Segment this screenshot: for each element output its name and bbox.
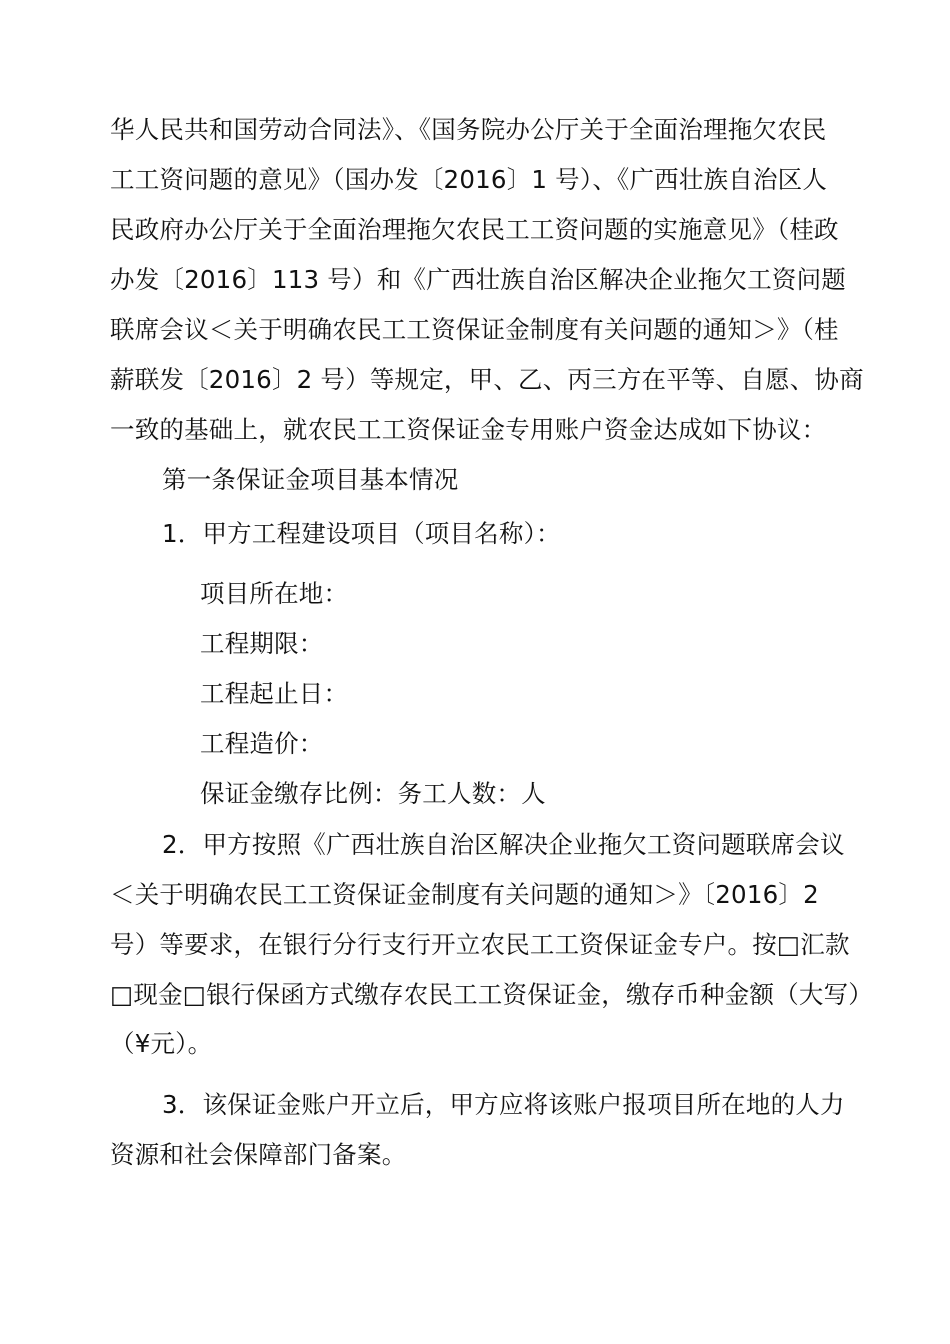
body-line-4: 办发〔2016〕113 号）和《广西壮族自治区解决企业拖欠工资问题 — [110, 265, 846, 294]
field-deposit-ratio-workers: 保证金缴存比例：务工人数：人 — [200, 779, 546, 808]
field-project-cost: 工程造价： — [200, 729, 324, 758]
item-3-line-2: 资源和社会保障部门备案。 — [110, 1140, 407, 1169]
item-2-line-4: □现金□银行保函方式缴存农民工工资保证金，缴存币种金额（大写） — [110, 980, 873, 1009]
body-line-1: 华人民共和国劳动合同法》、《国务院办公厅关于全面治理拖欠农民 — [110, 115, 827, 144]
body-line-5: 联席会议＜关于明确农民工工资保证金制度有关问题的通知＞》（桂 — [110, 315, 839, 344]
article-heading: 第一条保证金项目基本情况 — [162, 465, 459, 494]
body-line-7: 一致的基础上，就农民工工资保证金专用账户资金达成如下协议： — [110, 415, 827, 444]
item-2-line-1: 2．甲方按照《广西壮族自治区解决企业拖欠工资问题联席会议 — [162, 830, 845, 859]
item-1-heading: 1．甲方工程建设项目（项目名称）： — [162, 519, 561, 548]
item-2-line-2: ＜关于明确农民工工资保证金制度有关问题的通知＞》〔2016〕2 — [110, 880, 819, 909]
item-2-line-3: 号）等要求，在银行分行支行开立农民工工资保证金专户。按□汇款 — [110, 930, 850, 959]
body-line-6: 薪联发〔2016〕2 号）等规定，甲、乙、丙三方在平等、自愿、协商 — [110, 365, 864, 394]
item-3-line-1: 3．该保证金账户开立后，甲方应将该账户报项目所在地的人力 — [162, 1090, 845, 1119]
field-start-end-date: 工程起止日： — [200, 679, 349, 708]
item-2-line-5: （¥元）。 — [110, 1029, 213, 1058]
field-project-duration: 工程期限： — [200, 629, 324, 658]
body-line-3: 民政府办公厅关于全面治理拖欠农民工工资问题的实施意见》（桂政 — [110, 215, 839, 244]
body-line-2: 工工资问题的意见》（国办发〔2016〕1 号）、《广西壮族自治区人 — [110, 165, 828, 194]
field-project-location: 项目所在地： — [200, 579, 349, 608]
